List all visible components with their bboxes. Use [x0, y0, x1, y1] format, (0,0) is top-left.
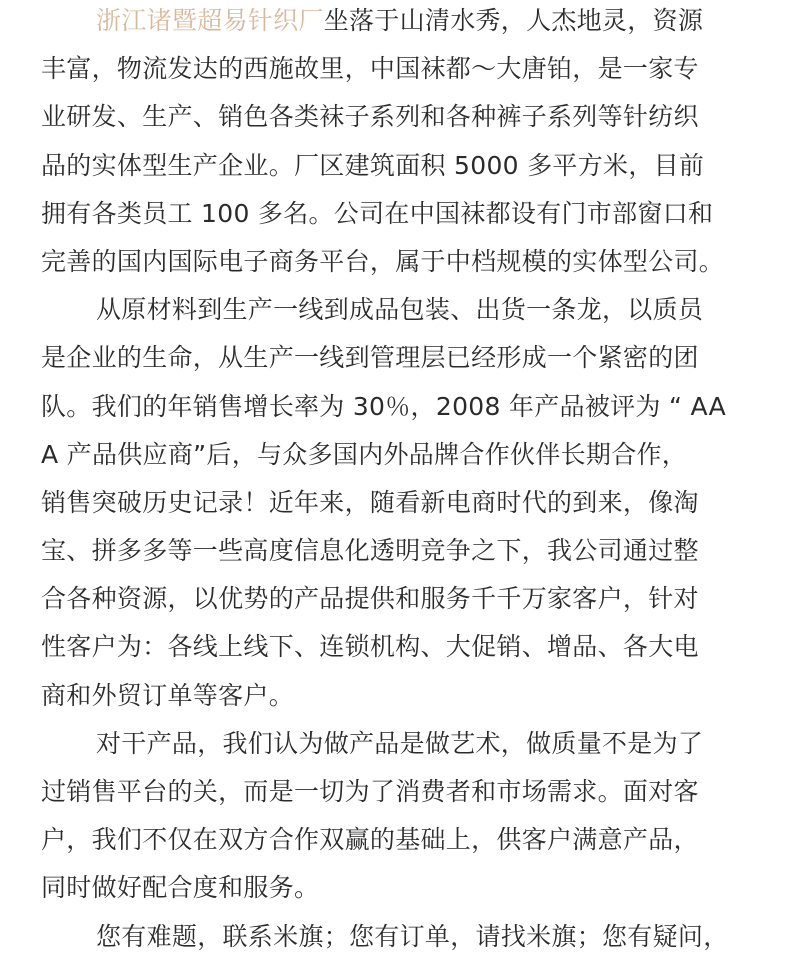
text-line: 是企业的生命，从生产一线到管理层已经形成一个紧密的团	[41, 343, 699, 373]
text-line: 户，我们不仅在双方合作双赢的基础上，供客户满意产品，	[41, 825, 699, 855]
text-line: A 产品供应商”后，与众多国内外品牌合作伙伴长期合作，	[41, 439, 688, 469]
company-name: 浙江诸暨超易针织厂	[96, 6, 324, 35]
text-line: 商和外贸订单等客户。	[41, 680, 295, 710]
company-introduction	[41, 0, 786, 961]
text-line: 销售突破历史记录！近年来，随看新电商时代的到来，像淘	[41, 487, 699, 517]
text-line: 对干产品，我们认为做产品是做艺术，做质量不是为了	[96, 728, 704, 758]
text-line: 完善的国内国际电子商务平台，属于中档规模的实体型公司。	[41, 246, 725, 276]
text-line: 丰富，物流发达的西施故里，中国袜都～大唐铂，是一家专	[41, 54, 699, 84]
text-line: 从原材料到生产一线到成品包装、出货一条龙，以质员	[96, 295, 704, 325]
text-line	[41, 0, 786, 45]
text-line: 拥有各类员工 100 多名。公司在中国袜都设有门市部窗口和	[41, 198, 714, 228]
line-text: 坐落于山清水秀，人杰地灵，资源	[323, 6, 704, 35]
text-line: 同时做好配合度和服务。	[41, 873, 320, 903]
text-line: 品的实体型生产企业。厂区建筑面积 5000 多平方米，目前	[41, 150, 705, 180]
text-line: 合各种资源，以优势的产品提供和服务千千万家客户，针对	[41, 584, 699, 614]
text-line: 性客户为：各线上线下、连锁机构、大促销、增品、各大电	[41, 632, 699, 662]
text-line: 您有难题，联系米旗；您有订单，请找米旗；您有疑问，	[96, 921, 729, 951]
text-line: 过销售平台的关，而是一切为了消费者和市场需求。面对客	[41, 777, 699, 806]
text-line: 宝、拼多多等一些高度信息化透明竞争之下，我公司通过整	[41, 536, 699, 566]
text-line: 业研发、生产、销色各类袜子系列和各种裤子系列等针纺织	[41, 102, 699, 132]
text-line: 队。我们的年销售增长率为 30％，2008 年产品被评为 “ AA	[41, 391, 726, 421]
